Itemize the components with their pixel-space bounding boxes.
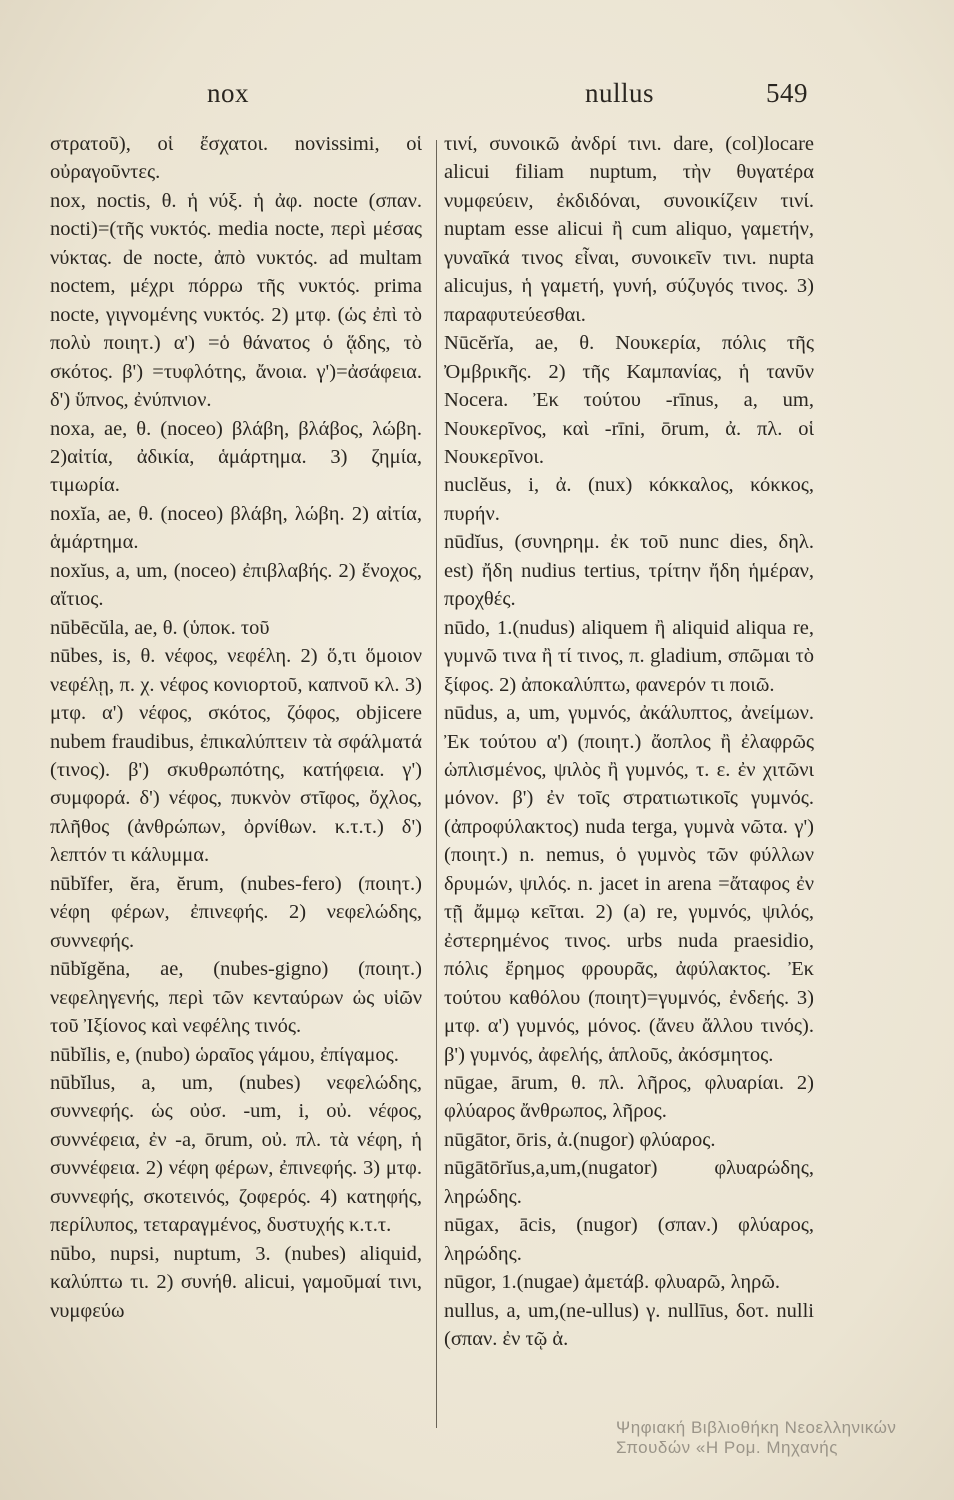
entry: nūgax, ācis, (nugor) (σπαν.) φλύαρος, ληρώδης. [444, 1214, 814, 1265]
entry: nūgae, ārum, θ. πλ. λῆρος, φλυαρίαι. 2) φλύαρος ἄνθρωπος, λῆρος. [444, 1071, 814, 1123]
entry: nox, noctis, θ. ἡ νύξ. ἡ ἀφ. nocte (σπαν. nocti)=(τῆς νυκτός. media nocte, περὶ μέσας νύκτας. de nocte, ἀπὸ νυκτός. ad multam noctem, μέχρι πόρρω τῆς νυκτός. prima nocte, γιγνομένης νυκτός. 2) μτφ. (ὡς ἐπὶ τὸ πολὺ ποιητ.) α') =ὁ θάνατος ὁ ᾅδης, τὸ σκότος. β') =τυφλότης, ἄνοια. γ')=ἀσάφεια. δ') ὕπνος, ἐνύπνιον. [50, 189, 422, 412]
column-divider [436, 140, 437, 1428]
entry: τινί, συνοικῶ ἀνδρί τινι. dare, (col)locare alicui filiam nuptum, τὴν θυγατέρα νυμφεύειν, ἐκδιδόναι, συνοικίζειν τινί. nuptam esse alicui ἢ cum aliquo, γαμετήν, γυναῖκά τινος εἶναι, συνοικεῖν τινι. nupta alicujus, ἡ γαμετή, γυνή, σύζυγός τινος. 3) παραφυτεύεσθαι. [444, 133, 814, 326]
entry: nūbēcŭla, ae, θ. (ὑποκ. τοῦ [50, 616, 270, 639]
entry: nuclĕus, i, ἀ. (nux) κόκκαλος, κόκκος, πυρήν. [444, 474, 814, 525]
entry: noxĭus, a, um, (noceo) ἐπιβλαβής. 2) ἔνοχος, αἴτιος. [50, 559, 422, 611]
entry: nūbo, nupsi, nuptum, 3. (nubes) aliquid, καλύπτω τι. 2) συνήθ. alicui, γαμοῦμαί τινι, νυμφεύω [50, 1242, 422, 1322]
entry: nullus, a, um,(ne-ullus) γ. nullīus, δοτ. nulli (σπαν. ἐν τῷ ἀ. [444, 1299, 814, 1351]
entry: nūdus, a, um, γυμνός, ἀκάλυπτος, ἀνείμων. Ἐκ τούτου α') (ποιητ.) ἄοπλος ἢ ἐλαφρῶς ὡπλισμένος, ψιλὸς ἢ γυμνός, τ. ε. ἐν χιτῶνι μόνον. β') ἐν τοῖς στρατιωτικοῖς γυμνός. (ἀπροφύλακτος) nuda terga, γυμνὰ νῶτα. γ') (ποιητ.) n. nemus, ὁ γυμνὸς τῶν φύλλων δρυμών, ψιλός. n. jacet in arena =ἄταφος ἐν τῇ ἄμμῳ κεῖται. 2) (a) re, γυμνός, ψιλός, ἐστερημένος τινος. urbs nuda praesidio, πόλις ἔρημος φρουρᾶς, ἀφύλακτος. Ἐκ τούτου καθόλου (ποιητ)=γυμνός, ἐνδεής. 3) μτφ. α') γυμνός, μόνος. (ἄνευ ἄλλου τινός). β') γυμνός, ἀφελής, ἁπλοῦς, ἀκόσμητος. [444, 702, 814, 1066]
entry: nūdĭus, (συνηρημ. ἐκ τοῦ nunc dies, δηλ. est) ἤδη nudius tertius, τρίτην ἤδη ἡμέραν, προχθές. [444, 531, 814, 611]
entry: noxĭa, ae, θ. (noceo) βλάβη, λώβη. 2) αἰτία, ἁμάρτημα. [50, 502, 422, 554]
entry: nūdo, 1.(nudus) aliquem ἢ aliquid aliqua re, γυμνῶ τινα ἢ τί τινος, π. gladium, σπῶμαι τὸ ξίφος. 2) ἀποκαλύπτω, φανερόν τι ποιῶ. [444, 616, 814, 696]
page-number: 549 [766, 78, 808, 108]
entry: nūbes, is, θ. νέφος, νεφέλη. 2) ὅ,τι ὅμοιον νεφέλῃ, π. χ. νέφος κονιορτοῦ, καπνοῦ κλ. 3) μτφ. α') νέφος, σκότος, ζόφος, objicere nubem fraudibus, ἐπικαλύπτειν τὰ σφάλματά (τινος). β') σκυθρωπότης, κατήφεια. γ') συμφορά. δ') νέφος, πυκνὸν στῖφος, ὄχλος, πλῆθος (ἀνθρώπων, ὀρνίθων. κ.τ.τ.) δ') λεπτόν τι κάλυμμα. [50, 645, 422, 867]
entry: nūbĭfer, ĕra, ĕrum, (nubes-fero) (ποιητ.) νέφη φέρων, ἐπινεφής. 2) νεφελώδης, συννεφής. [50, 872, 422, 952]
entry: nūbĭgĕna, ae, (nubes-gigno) (ποιητ.) νεφεληγενής, περὶ τῶν κενταύρων ὡς υἱῶν τοῦ Ἰξίονος καὶ νεφέλης τινός. [50, 958, 422, 1038]
right-column [444, 130, 814, 1353]
right-guide-word: nullus [585, 78, 655, 108]
entry: στρατοῦ), οἱ ἔσχατοι. novissimi, οἱ οὐραγοῦντες. [50, 133, 422, 184]
library-watermark: Ψηφιακή Βιβλιοθήκη Νεοελληνικών Σπουδών «Η Ρομ. Μηχανής [616, 1418, 897, 1457]
entry: nūgātōrĭus,a,um,(nugator) φλυαρώδης, ληρώδης. [444, 1157, 814, 1208]
entry: nūbĭlis, e, (nubo) ὡραῖος γάμου, ἐπίγαμος. [50, 1043, 399, 1066]
left-column [50, 130, 422, 1325]
entry: nūbĭlus, a, um, (nubes) νεφελώδης, συννεφής. ὡς οὐσ. -um, i, οὐ. νέφος, συννέφεια, ἐν -a, ōrum, οὐ. πλ. τὰ νέφη, ἡ συννέφεια. 2) νέφη φέρων, ἐπινεφής. 3) μτφ. συννεφής, σκοτεινός, ζοφερός. 4) κατηφής, περίλυπος, τεταραγμένος, δυστυχής κ.τ.τ. [50, 1071, 422, 1237]
entry: nūgātor, ōris, ἀ.(nugor) φλύαρος. [444, 1128, 716, 1151]
entry: nūgor, 1.(nugae) ἀμετάβ. φλυαρῶ, ληρῶ. [444, 1271, 780, 1294]
left-guide-word: nox [207, 78, 249, 108]
entry: noxa, ae, θ. (noceo) βλάβη, βλάβος, λώβη. 2)αἰτία, ἀδικία, ἁμάρτημα. 3) ζημία, τιμωρία. [50, 417, 422, 497]
entry: Nūcĕrĭa, ae, θ. Νουκερία, πόλις τῆς Ὀμβρικῆς. 2) τῆς Καμπανίας, ἡ τανῦν Nocera. Ἐκ τούτου -rīnus, a, um, Νουκερῖνος, καὶ -rīni, ōrum, ἀ. πλ. οἱ Νουκερῖνοι. [444, 332, 814, 468]
